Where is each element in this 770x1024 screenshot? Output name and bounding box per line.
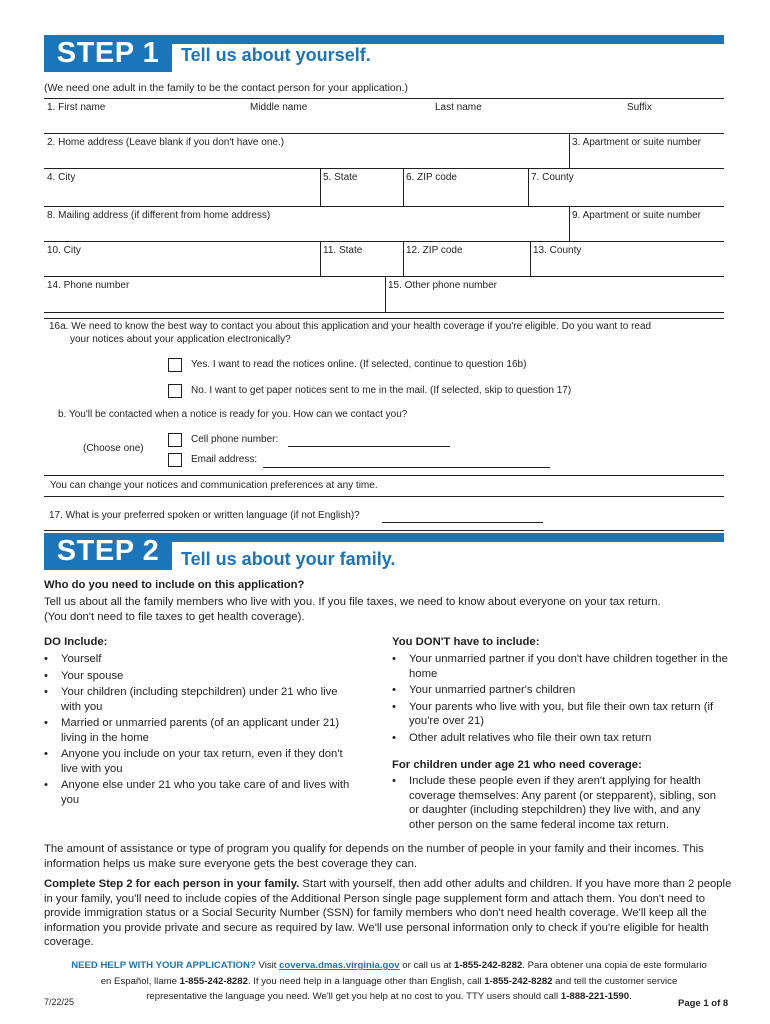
mailing-city-field[interactable]: 10. City [47,245,81,256]
mailing-zip-field[interactable]: 12. ZIP code [406,245,463,256]
mailing-apartment-field[interactable]: 9. Apartment or suite number [572,210,701,221]
help-spanish-text-2: en Español, llame [100,975,180,987]
list-item: • Yourself [44,652,374,667]
county-field[interactable]: 7. County [531,172,574,183]
help-spanish-phone: 1-855-242-8282 [179,975,248,987]
help-call-text: or call us at [399,960,454,971]
email-checkbox[interactable] [168,453,182,467]
who-text-2: (You don't need to file taxes to get health coverage). [44,611,305,623]
step1-tab: STEP 1 [44,35,172,72]
cell-phone-label: Cell phone number: [191,434,279,445]
assistance-text: The amount of assistance or type of program you qualify for depends on the number of people in your family and their incomes. This information helps us make sure everyone gets the best coverage they can. [44,843,704,870]
dont-include-heading: You DON'T have to include: [392,636,540,648]
children-heading: For children under age 21 who need coverage: [392,759,642,771]
step2-tab: STEP 2 [44,533,172,570]
choose-one-label: (Choose one) [83,443,144,454]
help-url-link[interactable]: coverva.dmas.virginia.gov [279,960,400,971]
dont-include-list [392,652,732,747]
children-list [392,774,727,834]
help-language-phone: 1-855-242-8282 [484,975,553,987]
q16a-yes-label: Yes. I want to read the notices online. (If selected, continue to question 16b) [191,359,527,370]
list-item: • Your unmarried partner if you don't have children together in the home [392,652,732,681]
complete-step2-text [44,877,734,950]
step1-header-bar [172,35,724,44]
step2-header-bar [172,533,724,542]
help-footer [44,958,734,1005]
q16a-yes-checkbox[interactable] [168,358,182,372]
help-language-text-2: and tell the customer service [552,975,678,987]
do-include-heading: DO Include: [44,636,108,648]
list-item: • Married or unmarried parents (of an applicant under 21) living in the home [44,716,361,745]
phone-field[interactable]: 14. Phone number [47,280,130,291]
complete-step2-bold: Complete Step 2 for each person in your family. [44,878,300,890]
mailing-state-field[interactable]: 11. State [323,245,363,256]
help-spanish-text: . Para obtener una copia de este formulario [522,960,707,971]
help-phone: 1-855-242-8282 [454,960,523,971]
list-item: • Other adult relatives who file their own tax return [392,731,732,746]
list-item: • Include these people even if they aren't applying for health coverage themselves: Any parent (or stepparent), sibling, son or daughter (including stepchildren) they live with, and any other person on the same federal income tax return. [392,774,727,832]
q16b-text: b. You'll be contacted when a notice is ready for you. How can we contact you? [58,409,408,420]
who-heading: Who do you need to include on this application? [44,579,305,591]
complete-step2-body: Start with yourself, then add other adults and children. If you have more than 2 people in your family, you'll need to include copies of the Additional Person single page supplement form and attach them. You don't need to provide immigration status or a Social Security Number (SSN) for family members who don't need health coverage. We'll keep all the information you provide private and secure as required by law. We'll use personal information only to check if you're eligible for health coverage. [44,878,732,948]
step1-title: Tell us about yourself. [181,45,371,65]
step1-intro: (We need one adult in the family to be the contact person for your application.) [44,82,409,94]
email-input[interactable] [263,467,550,468]
list-item: • Anyone else under 21 who you take care of and lives with you [44,778,361,807]
list-item: • Your children (including stepchildren) under 21 who live with you [44,685,351,714]
q16a-text-2: your notices about your application electronically? [70,334,291,345]
email-label: Email address: [191,454,258,465]
q16a-text: 16a. We need to know the best way to contact you about this application and your health coverage if you're eligible. Do you want to read [49,321,652,332]
list-item: • Your spouse [44,669,374,684]
q16a-no-label: No. I want to get paper notices sent to me in the mail. (If selected, skip to question 17) [191,385,572,396]
page-number: Page 1 of 8 [678,998,729,1009]
list-item: • Anyone you include on your tax return, even if they don't live with you [44,747,361,776]
state-field[interactable]: 5. State [323,172,358,183]
list-item: • Your parents who live with you, but file their own tax return (if you're over 21) [392,700,732,729]
who-text-1: Tell us about all the family members who live with you. If you file taxes, we need to know about everyone on your tax return. [44,596,661,608]
help-language-text: . If you need help in a language other than English, call [247,975,485,987]
do-include-list [44,652,374,809]
last-name-field[interactable]: Last name [435,102,482,113]
cell-phone-checkbox[interactable] [168,433,182,447]
zip-field[interactable]: 6. ZIP code [406,172,457,183]
apartment-field[interactable]: 3. Apartment or suite number [572,137,701,148]
language-input[interactable] [382,522,543,523]
help-heading: NEED HELP WITH YOUR APPLICATION? [71,960,256,971]
q17-text: 17. What is your preferred spoken or written language (if not English)? [49,510,360,521]
help-visit-text: Visit [255,960,280,971]
form-date: 7/22/25 [44,997,75,1007]
step2-title: Tell us about your family. [181,549,396,569]
suffix-field[interactable]: Suffix [627,102,652,113]
middle-name-field[interactable]: Middle name [250,102,308,113]
first-name-field[interactable]: 1. First name [47,102,106,113]
other-phone-field[interactable]: 15. Other phone number [388,280,497,291]
mailing-county-field[interactable]: 13. County [533,245,582,256]
help-tty-end: . [629,991,632,1002]
mailing-address-field[interactable]: 8. Mailing address (if different from home address) [47,210,271,221]
preferences-note: You can change your notices and communication preferences at any time. [50,480,378,491]
q16a-no-checkbox[interactable] [168,384,182,398]
cell-phone-input[interactable] [288,446,450,447]
home-address-field[interactable]: 2. Home address (Leave blank if you don't have one.) [47,137,285,148]
tty-phone: 1-888-221-1590 [560,991,630,1002]
city-field[interactable]: 4. City [47,172,76,183]
help-tty-text: representative the language you need. We'll get you help at no cost to you. TTY users should call [146,991,561,1002]
list-item: • Your unmarried partner's children [392,683,732,698]
